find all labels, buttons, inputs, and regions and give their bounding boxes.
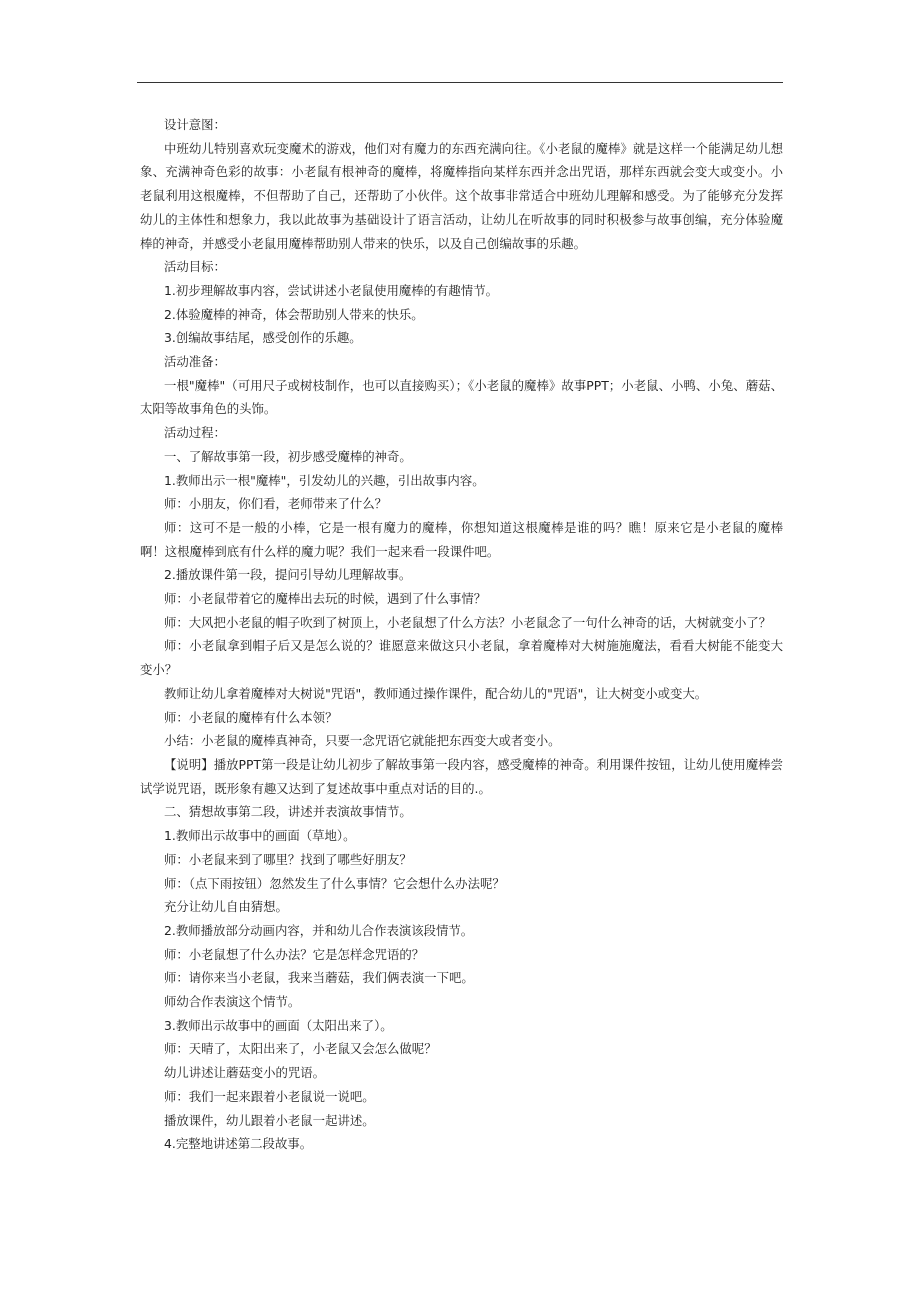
paragraph: 师：这可不是一般的小棒，它是一根有魔力的魔棒，你想知道这根魔棒是谁的吗？瞧！原来它是小老鼠的魔棒啊！这根魔棒到底有什么样的魔力呢？我们一起来看一段课件吧。 <box>140 519 783 559</box>
paragraph: 师幼合作表演这个情节。 <box>164 994 301 1010</box>
paragraph: 中班幼儿特别喜欢玩变魔术的游戏，他们对有魔力的东西充满向往。《小老鼠的魔棒》就是这样一个能满足幼儿想象、充满神奇色彩的故事：小老鼠有根神奇的魔棒，将魔棒指向某样东西并念出咒语，那样东西就会变大或变小。小老鼠利用这根魔棒，不但帮助了自己，还帮助了小伙伴。这个故事非常适合中班幼儿理解和感受。为了能够充分发挥幼儿的主体性和想象力，我以此故事为基础设计了语言活动，让幼儿在听故事的同时积极参与故事创编，充分体验魔棒的神奇，并感受小老鼠用魔棒帮助别人带来的快乐，以及自己创编故事的乐趣。 <box>140 140 783 251</box>
paragraph: 师：小老鼠想了什么办法？它是怎样念咒语的？ <box>164 946 425 962</box>
paragraph: 3.创编故事结尾，感受创作的乐趣。 <box>164 330 362 346</box>
paragraph: 师：小老鼠带着它的魔棒出去玩的时候，遇到了什么事情？ <box>164 591 487 607</box>
paragraph: 1.初步理解故事内容，尝试讲述小老鼠使用魔棒的有趣情节。 <box>164 282 498 298</box>
paragraph: 活动过程： <box>164 425 226 441</box>
paragraph: 师：小朋友，你们看，老师带来了什么？ <box>164 496 388 512</box>
paragraph: 教师让幼儿拿着魔棒对大树说"咒语"，教师通过操作课件，配合幼儿的"咒语"，让大树变小或变大。 <box>164 685 708 701</box>
paragraph: 2.教师播放部分动画内容，并和幼儿合作表演该段情节。 <box>164 922 474 938</box>
paragraph: 充分让幼儿自由猜想。 <box>164 899 288 915</box>
paragraph: 师：我们一起来跟着小老鼠说一说吧。 <box>164 1088 375 1104</box>
paragraph: 师：小老鼠拿到帽子后又是怎么说的？谁愿意来做这只小老鼠，拿着魔棒对大树施施魔法，看看大树能不能变大变小？ <box>140 638 783 678</box>
paragraph: 二、猜想故事第二段，讲述并表演故事情节。 <box>164 804 412 820</box>
paragraph: 师：小老鼠来到了哪里？找到了哪些好朋友？ <box>164 851 412 867</box>
paragraph: 2.播放课件第一段，提问引导幼儿理解故事。 <box>164 567 412 583</box>
paragraph: 3.教师出示故事中的画面（太阳出来了）。 <box>164 1017 393 1033</box>
paragraph: 师：（点下雨按钮）忽然发生了什么事情？它会想什么办法呢？ <box>164 875 505 891</box>
paragraph: 幼儿讲述让蘑菇变小的咒语。 <box>164 1065 326 1081</box>
paragraph: 一根"魔棒"（可用尺子或树枝制作，也可以直接购买）；《小老鼠的魔棒》故事PPT；小老鼠、小鸭、小兔、蘑菇、太阳等故事角色的头饰。 <box>140 377 783 417</box>
paragraph: 师：请你来当小老鼠，我来当蘑菇，我们俩表演一下吧。 <box>164 970 474 986</box>
paragraph: 1.教师出示一根"魔棒"，引发幼儿的兴趣，引出故事内容。 <box>164 472 485 488</box>
header-rule <box>137 82 783 83</box>
paragraph: 设计意图： <box>164 117 226 132</box>
paragraph: 师：大风把小老鼠的帽子吹到了树顶上，小老鼠想了什么方法？小老鼠念了一句什么神奇的话，大树就变小了？ <box>164 614 772 630</box>
document-body <box>140 113 783 1156</box>
paragraph: 师：小老鼠的魔棒有什么本领？ <box>164 709 338 725</box>
paragraph: 师：天晴了，太阳出来了，小老鼠又会怎么做呢？ <box>164 1041 437 1057</box>
paragraph: 播放课件，幼儿跟着小老鼠一起讲述。 <box>164 1112 375 1128</box>
paragraph: 活动目标： <box>164 259 226 275</box>
paragraph: 2.体验魔棒的神奇，体会帮助别人带来的快乐。 <box>164 306 424 322</box>
paragraph: 小结：小老鼠的魔棒真神奇，只要一念咒语它就能把东西变大或者变小。 <box>164 733 561 749</box>
paragraph: 一、了解故事第一段，初步感受魔棒的神奇。 <box>164 448 412 464</box>
paragraph: 【说明】播放PPT第一段是让幼儿初步了解故事第一段内容，感受魔棒的神奇。利用课件按钮，让幼儿使用魔棒尝试学说咒语，既形象有趣又达到了复述故事中重点对话的目的.。 <box>140 756 783 796</box>
paragraph: 活动准备： <box>164 354 226 370</box>
paragraph: 4.完整地讲述第二段故事。 <box>164 1136 313 1152</box>
paragraph: 1.教师出示故事中的画面（草地）。 <box>164 828 356 844</box>
